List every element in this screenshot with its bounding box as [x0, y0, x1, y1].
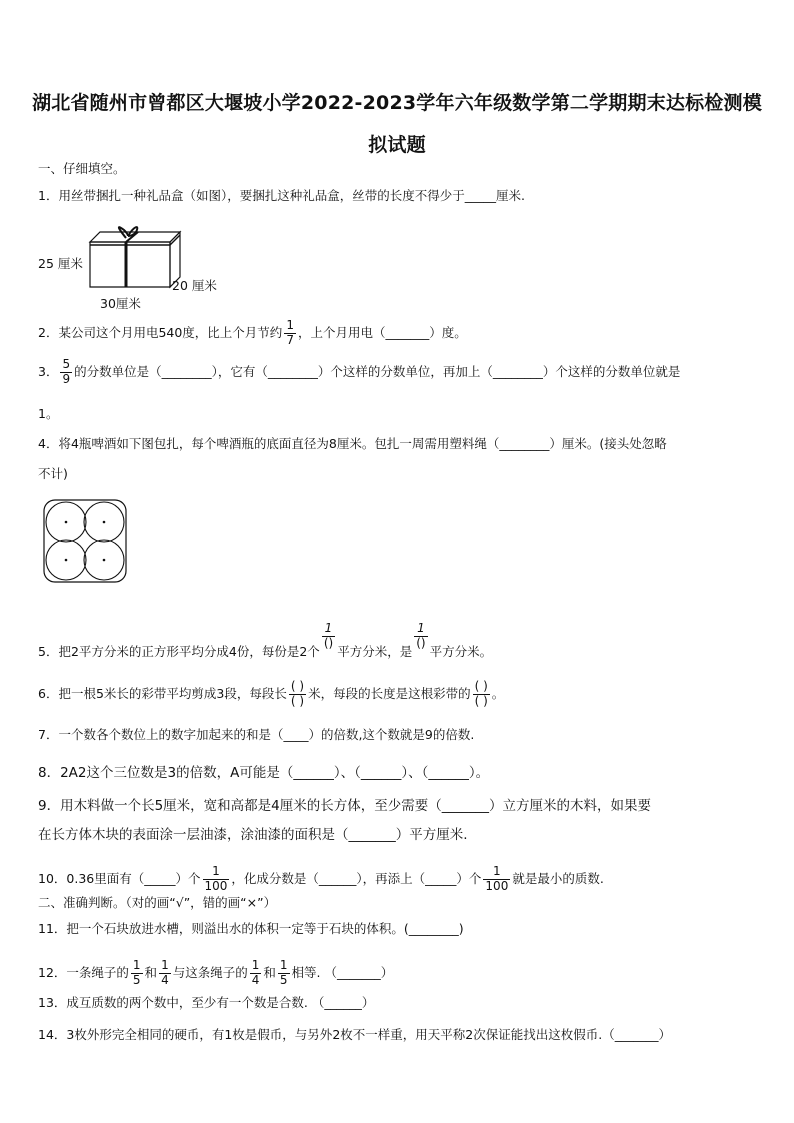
question-9: 9．用木料做一个长5厘米，宽和高都是4厘米的长方体，至少需要（_______）立方厘米的木料，如果要	[38, 798, 652, 814]
question-4-continued: 不计)	[38, 466, 68, 481]
question-12: 12．一条绳子的 $\frac{1}{5}$ 和 $\frac{1}{4}$ 与这条绳子的 $\frac{1}{4}$ 和 $\frac{1}{5}$ 相等. （_______）	[38, 958, 394, 987]
fraction: $\frac{1}{7}$	[286, 318, 294, 347]
question-3: 3． $\frac{5}{9}$ 的分数单位是（________），它有（________）个这样的分数单位，再加上（________）个这样的分数单位就是	[38, 357, 681, 386]
fraction: $\frac{1}{()}$	[323, 621, 334, 650]
question-2: 2．某公司这个月用电540度，比上个月节约 $\frac{1}{7}$ ，上个月用电（_______）度。	[38, 318, 467, 347]
bottles-figure	[42, 498, 128, 584]
question-14: 14．3枚外形完全相同的硬币，有1枚是假币，与另外2枚不一样重，用天平称2次保证能找出这枚假币.（_______）	[38, 1027, 671, 1042]
fraction: $\frac{5}{9}$	[62, 357, 71, 386]
section-heading-1: 一、仔细填空。	[38, 161, 126, 176]
fraction: $\frac{1}{100}$	[485, 864, 509, 893]
question-6: 6．把一根5米长的彩带平均剪成3段，每段长 $\frac{( )}{( )}$ 米，每段的长度是这根彩带的 $\frac{( )}{( )}$ 。	[38, 679, 505, 708]
question-4: 4．将4瓶啤酒如下图包扎，每个啤酒瓶的底面直径为8厘米。包扎一周需用塑料绳（________）厘米。(接头处忽略	[38, 436, 667, 451]
page-title: 湖北省随州市曾都区大堰坡小学2022-2023学年六年级数学第二学期期末达标检测模	[32, 92, 762, 114]
question-7: 7．一个数各个数位上的数字加起来的和是（____）的倍数,这个数就是9的倍数.	[38, 727, 475, 742]
box-depth-label: 20 厘米	[172, 278, 217, 293]
fraction: $\frac{1}{5}$	[279, 958, 288, 987]
fraction: $\frac{1}{100}$	[204, 864, 228, 893]
question-11: 11．把一个石块放进水槽，则溢出水的体积一定等于石块的体积。(________)	[38, 921, 464, 936]
question-13: 13．成互质数的两个数中，至少有一个数是合数. （______）	[38, 995, 375, 1010]
fraction: $\frac{( )}{( )}$	[474, 679, 488, 708]
box-length-label: 30厘米	[100, 296, 141, 311]
fraction: $\frac{1}{5}$	[132, 958, 141, 987]
question-9-continued: 在长方体木块的表面涂一层油漆，涂油漆的面积是（_______）平方厘米.	[38, 827, 468, 843]
fraction: $\frac{1}{4}$	[161, 958, 169, 987]
fraction: $\frac{1}{()}$	[416, 621, 426, 650]
question-8: 8．2A2这个三位数是3的倍数，A可能是（______）、（______）、（______）。	[38, 765, 490, 781]
question-1: 1．用丝带捆扎一种礼品盒（如图），要捆扎这种礼品盒，丝带的长度不得少于_____厘米.	[38, 188, 525, 203]
fraction: $\frac{1}{4}$	[251, 958, 260, 987]
box-height-label: 25 厘米	[38, 256, 83, 271]
question-5: 5．把2平方分米的正方形平均分成4份，每份是2个 $\frac{1}{()}$ 平方分米，是 $\frac{1}{()}$ 平方分米。	[38, 621, 493, 660]
question-10: 10．0.36里面有（_____）个 $\frac{1}{100}$ ，化成分数是（______），再添上（_____）个 $\frac{1}{100}$ 就是最小的质数.	[38, 864, 604, 893]
section-heading-2: 二、准确判断。（对的画“√”，错的画“×”）	[38, 895, 277, 910]
question-3-continued: 1。	[38, 406, 59, 421]
fraction: $\frac{( )}{( )}$	[290, 679, 305, 708]
page-title-line2: 拟试题	[368, 134, 426, 156]
gift-box-figure	[86, 222, 186, 304]
